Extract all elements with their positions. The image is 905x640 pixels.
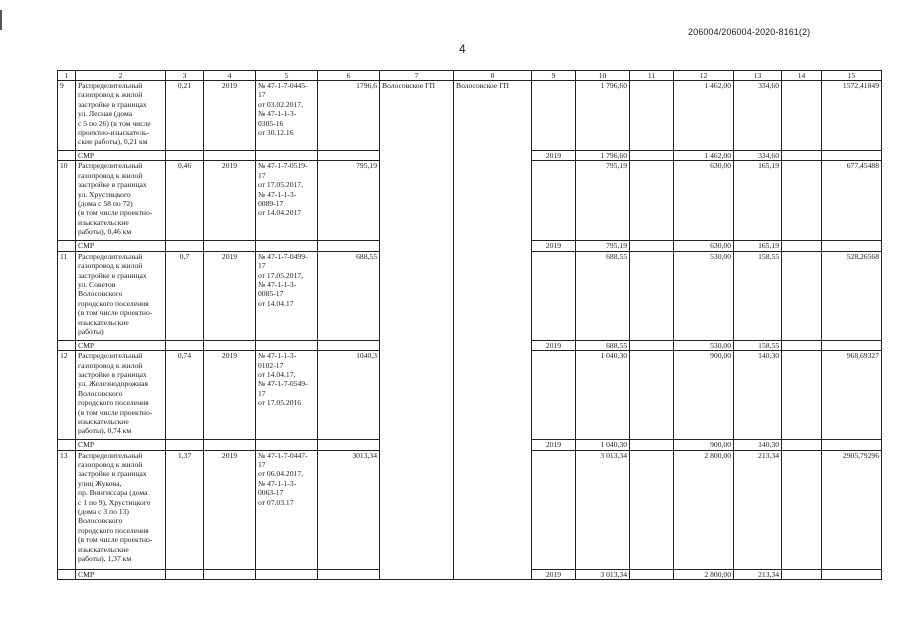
length-km: 0,46: [166, 161, 204, 241]
smr-cell-10: 3 013,34: [576, 569, 630, 579]
permits: № 47-1-7-0445- 17 от 03.02.2017, № 47-1-1-3- 0305-16 от 30.12.16: [256, 81, 318, 151]
length-km: 0,74: [166, 351, 204, 440]
cell-11: [630, 161, 674, 241]
object-name: Распределительный газопровод к жилой застройке в границах ул. Хрустицкого (дома с 58 по 72) (в том числе проектно- изыскательские работы), 0,46 км: [76, 161, 166, 241]
cell-10: 795,19: [576, 161, 630, 241]
permits: № 47-1-7-0499- 17 от 17.05.2017, № 47-1-1-3- 0085-17 от 14.04.17: [256, 251, 318, 340]
object-name: Распределительный газопровод к жилой застройке в границах ул. Железнодорожная Волосовского городского поселения (в том числе проектно- изыскательские работы), 0,74 км: [76, 351, 166, 440]
cell-13: 213,34: [734, 450, 782, 569]
column-header: 6: [318, 71, 380, 81]
cell-15: 677,45488: [822, 161, 882, 241]
smr-year: 2019: [532, 340, 576, 350]
cell-10: 3 013,34: [576, 450, 630, 569]
column-header: 11: [630, 71, 674, 81]
cost: 795,19: [318, 161, 380, 241]
row-number: 12: [58, 351, 76, 440]
smr-year: 2019: [532, 569, 576, 579]
cell-12: 900,00: [674, 351, 734, 440]
register-table: [57, 70, 882, 580]
cell-11: [630, 251, 674, 340]
cell-12: 530,00: [674, 251, 734, 340]
cell-15: 968,69327: [822, 351, 882, 440]
smr-year: 2019: [532, 151, 576, 161]
smr-label: СМР: [76, 440, 166, 450]
cell-9: [532, 351, 576, 440]
smr-label: СМР: [76, 340, 166, 350]
column-header: 3: [166, 71, 204, 81]
column-header: 12: [674, 71, 734, 81]
smr-year: 2019: [532, 440, 576, 450]
page-number: 4: [459, 42, 466, 56]
cell-15: 1572,41849: [822, 81, 882, 151]
cell-10: 688,55: [576, 251, 630, 340]
cell-10: 1 796,60: [576, 81, 630, 151]
smr-cell-12: 900,00: [674, 440, 734, 450]
year: 2019: [204, 81, 256, 151]
smr-cell-13: 213,34: [734, 569, 782, 579]
smr-cell-12: 630,00: [674, 241, 734, 251]
cell-14: [782, 161, 822, 241]
column-header: 1: [58, 71, 76, 81]
cell-10: 1 040,30: [576, 351, 630, 440]
municipality-col8: Волосовское ГП: [454, 81, 532, 580]
permits: № 47-1-7-0519- 17 от 17.05.2017, № 47-1-1-3- 0089-17 от 14.04.2017: [256, 161, 318, 241]
cost: 1796,6: [318, 81, 380, 151]
object-name: Распределительный газопровод к жилой застройке в границах улиц Жукова, пр. Вингиссара (дома с 1 по 9), Хрустицкого (дома с 3 по 13) Волосовского городского поселения (в том числе проектно- изыскательские работы), 1,37 км: [76, 450, 166, 569]
year: 2019: [204, 161, 256, 241]
column-header: 7: [380, 71, 454, 81]
year: 2019: [204, 351, 256, 440]
smr-cell-10: 1 040,30: [576, 440, 630, 450]
cell-14: [782, 450, 822, 569]
smr-label: СМР: [76, 241, 166, 251]
row-number: 13: [58, 450, 76, 569]
cell-12: 2 800,00: [674, 450, 734, 569]
smr-cell-10: 1 796,60: [576, 151, 630, 161]
year: 2019: [204, 450, 256, 569]
smr-label: СМР: [76, 569, 166, 579]
smr-cell-13: 334,60: [734, 151, 782, 161]
smr-cell-12: 2 800,00: [674, 569, 734, 579]
cell-9: [532, 251, 576, 340]
column-header: 4: [204, 71, 256, 81]
length-km: 1,37: [166, 450, 204, 569]
row-number: 11: [58, 251, 76, 340]
row-number: 9: [58, 81, 76, 151]
table-row: [58, 81, 882, 151]
smr-cell-10: 795,19: [576, 241, 630, 251]
column-header: 5: [256, 71, 318, 81]
cell-13: 140,30: [734, 351, 782, 440]
cell-9: [532, 161, 576, 241]
document-number: 206004/206004-2020-8161(2): [688, 27, 811, 37]
cell-14: [782, 81, 822, 151]
column-header: 13: [734, 71, 782, 81]
scan-edge-mark: [0, 10, 2, 30]
row-number: 10: [58, 161, 76, 241]
column-header: 2: [76, 71, 166, 81]
cell-11: [630, 450, 674, 569]
cell-15: 2905,79296: [822, 450, 882, 569]
cell-14: [782, 251, 822, 340]
smr-cell-10: 688,55: [576, 340, 630, 350]
column-number-row: [58, 71, 882, 81]
cell-13: 165,19: [734, 161, 782, 241]
object-name: Распределительный газопровод к жилой застройке в границах ул. Лесная (дома с 5 по 26) (в том числе проектно-изыскатель- ские работы), 0,21 км: [76, 81, 166, 151]
smr-year: 2019: [532, 241, 576, 251]
smr-cell-12: 1 462,00: [674, 151, 734, 161]
cell-9: [532, 450, 576, 569]
cell-12: 630,00: [674, 161, 734, 241]
cell-14: [782, 351, 822, 440]
smr-cell-13: 158,55: [734, 340, 782, 350]
column-header: 10: [576, 71, 630, 81]
municipality-col7: Волосовское ГП: [380, 81, 454, 580]
column-header: 9: [532, 71, 576, 81]
length-km: 0,21: [166, 81, 204, 151]
cell-11: [630, 351, 674, 440]
smr-label: СМР: [76, 151, 166, 161]
permits: № 47-1-7-0447- 17 от 06.04.2017, № 47-1-1-3- 0063-17 от 07.03.17: [256, 450, 318, 569]
length-km: 0,7: [166, 251, 204, 340]
cost: 3013,34: [318, 450, 380, 569]
cell-9: [532, 81, 576, 151]
column-header: 15: [822, 71, 882, 81]
cell-13: 158,55: [734, 251, 782, 340]
object-name: Распределительный газопровод к жилой застройке в границах ул. Советов Волосовского городского поселения (в том числе проектно- изыскательские работы): [76, 251, 166, 340]
column-header: 14: [782, 71, 822, 81]
smr-cell-12: 530,00: [674, 340, 734, 350]
cell-12: 1 462,00: [674, 81, 734, 151]
smr-cell-13: 140,30: [734, 440, 782, 450]
permits: № 47-1-1-3- 0102-17 от 14.04.17, № 47-1-7-0549- 17 от 17.05.2016: [256, 351, 318, 440]
smr-cell-13: 165,19: [734, 241, 782, 251]
cell-11: [630, 81, 674, 151]
cell-13: 334,60: [734, 81, 782, 151]
cell-15: 528,26568: [822, 251, 882, 340]
cost: 1040,3: [318, 351, 380, 440]
column-header: 8: [454, 71, 532, 81]
cost: 688,55: [318, 251, 380, 340]
year: 2019: [204, 251, 256, 340]
